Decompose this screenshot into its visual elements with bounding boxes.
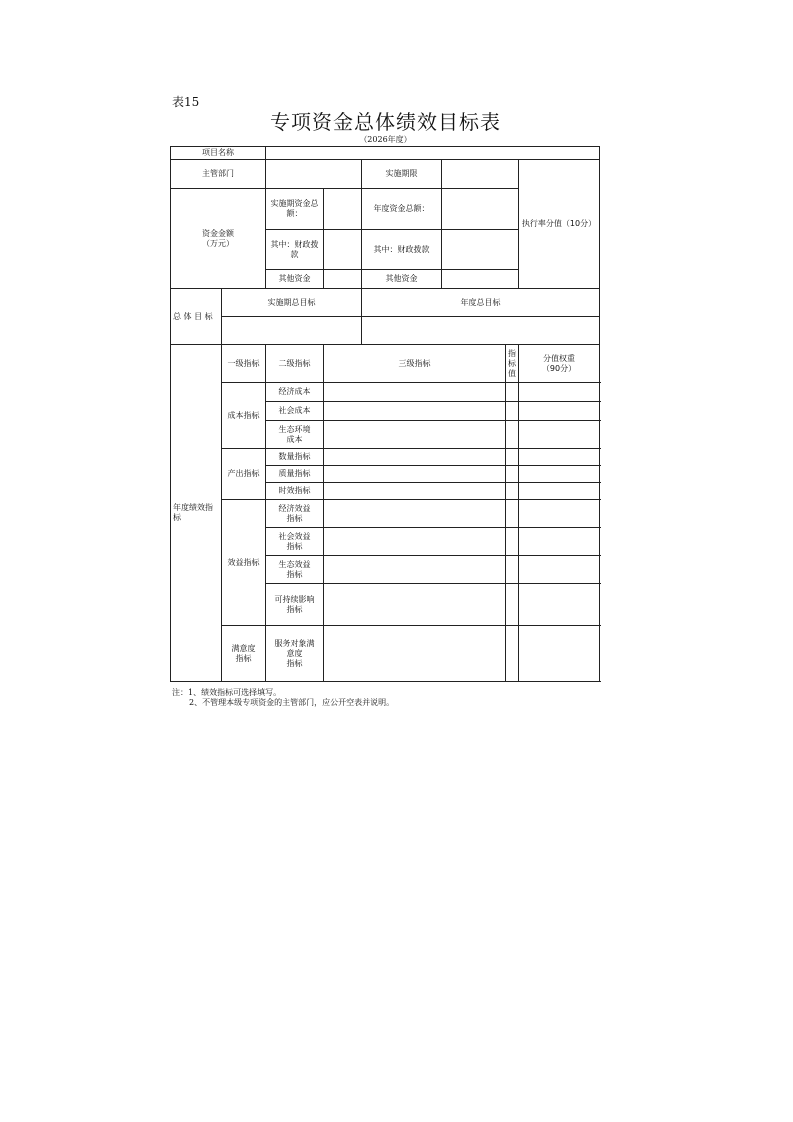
weight-cell[interactable] bbox=[519, 466, 600, 483]
indicator-value-cell[interactable] bbox=[506, 584, 519, 626]
page-title: 专项资金总体绩效目标表 bbox=[270, 110, 501, 134]
level3-cell[interactable] bbox=[324, 483, 506, 500]
weight-cell[interactable] bbox=[519, 626, 600, 682]
level3-cell[interactable] bbox=[324, 584, 506, 626]
group-label-cost: 成本指标 bbox=[222, 383, 266, 449]
period-total-cell[interactable] bbox=[324, 189, 362, 230]
indicator-value-cell[interactable] bbox=[506, 449, 519, 466]
weight-cell[interactable] bbox=[519, 556, 600, 584]
group-label-satisfaction: 满意度 指标 bbox=[222, 626, 266, 682]
weight-cell[interactable] bbox=[519, 483, 600, 500]
level3-cell[interactable] bbox=[324, 500, 506, 528]
indicator-value-cell[interactable] bbox=[506, 626, 519, 682]
period-cell[interactable] bbox=[442, 160, 519, 189]
group-label-benefit: 效益指标 bbox=[222, 500, 266, 626]
col-weight-header: 分值权重 （90分） bbox=[519, 345, 600, 383]
indicator-value-cell[interactable] bbox=[506, 556, 519, 584]
col-level1-header: 一级指标 bbox=[222, 345, 266, 383]
table-number: 表15 bbox=[172, 95, 200, 109]
weight-cell[interactable] bbox=[519, 584, 600, 626]
level2-item: 生态效益 指标 bbox=[266, 556, 324, 584]
weight-cell[interactable] bbox=[519, 449, 600, 466]
level3-cell[interactable] bbox=[324, 528, 506, 556]
department-label: 主管部门 bbox=[171, 160, 266, 189]
level3-cell[interactable] bbox=[324, 383, 506, 402]
performance-goal-table bbox=[170, 146, 600, 682]
level3-cell[interactable] bbox=[324, 402, 506, 421]
period-label: 实施期限 bbox=[362, 160, 442, 189]
level2-item: 生态环境 成本 bbox=[266, 421, 324, 449]
level3-cell[interactable] bbox=[324, 556, 506, 584]
fiscal-year: （2026年度） bbox=[359, 135, 412, 144]
weight-cell[interactable] bbox=[519, 421, 600, 449]
level2-item: 社会成本 bbox=[266, 402, 324, 421]
other-funds-cell-period[interactable] bbox=[324, 270, 362, 289]
indicator-value-cell[interactable] bbox=[506, 528, 519, 556]
group-label-output: 产出指标 bbox=[222, 449, 266, 500]
year-goal-label: 年度总目标 bbox=[362, 289, 600, 317]
level2-item: 数量指标 bbox=[266, 449, 324, 466]
exec-rate-label: 执行率分值（10分） bbox=[519, 160, 600, 289]
year-goal-cell[interactable] bbox=[362, 317, 600, 345]
fiscal-cell-year[interactable] bbox=[442, 230, 519, 270]
project-name-cell[interactable] bbox=[266, 147, 600, 160]
level2-item: 服务对象满 意度 指标 bbox=[266, 626, 324, 682]
indicator-value-cell[interactable] bbox=[506, 402, 519, 421]
weight-cell[interactable] bbox=[519, 500, 600, 528]
indicator-value-cell[interactable] bbox=[506, 483, 519, 500]
level2-item: 社会效益 指标 bbox=[266, 528, 324, 556]
weight-cell[interactable] bbox=[519, 402, 600, 421]
col-level3-header: 三级指标 bbox=[324, 345, 506, 383]
level2-item: 质量指标 bbox=[266, 466, 324, 483]
period-goal-cell[interactable] bbox=[222, 317, 362, 345]
col-value-header: 指标值 bbox=[506, 345, 519, 383]
fund-amount-label: 资金金额 （万元） bbox=[171, 189, 266, 289]
level2-item: 经济效益 指标 bbox=[266, 500, 324, 528]
level2-item: 经济成本 bbox=[266, 383, 324, 402]
annual-indicators-label: 年度绩效指标 bbox=[171, 345, 222, 682]
period-total-label: 实施期资金总额： bbox=[266, 189, 324, 230]
indicator-value-cell[interactable] bbox=[506, 466, 519, 483]
indicator-value-cell[interactable] bbox=[506, 383, 519, 402]
level3-cell[interactable] bbox=[324, 626, 506, 682]
notes bbox=[172, 688, 394, 708]
year-total-label: 年度资金总额： bbox=[362, 189, 442, 230]
department-cell[interactable] bbox=[266, 160, 362, 189]
project-name-label: 项目名称 bbox=[171, 147, 266, 160]
indicator-value-cell[interactable] bbox=[506, 500, 519, 528]
fiscal-label-period: 其中：财政拨款 bbox=[266, 230, 324, 270]
indicator-value-cell[interactable] bbox=[506, 421, 519, 449]
col-level2-header: 二级指标 bbox=[266, 345, 324, 383]
other-funds-label-period: 其他资金 bbox=[266, 270, 324, 289]
weight-cell[interactable] bbox=[519, 528, 600, 556]
note-1: 注：1、绩效指标可选择填写。 bbox=[172, 688, 282, 697]
level3-cell[interactable] bbox=[324, 466, 506, 483]
other-funds-label-year: 其他资金 bbox=[362, 270, 442, 289]
weight-cell[interactable] bbox=[519, 383, 600, 402]
level3-cell[interactable] bbox=[324, 449, 506, 466]
fiscal-label-year: 其中：财政拨款 bbox=[362, 230, 442, 270]
level3-cell[interactable] bbox=[324, 421, 506, 449]
fiscal-cell-period[interactable] bbox=[324, 230, 362, 270]
year-total-cell[interactable] bbox=[442, 189, 519, 230]
other-funds-cell-year[interactable] bbox=[442, 270, 519, 289]
note-2: 2、不管理本级专项资金的主管部门，应公开空表并说明。 bbox=[189, 698, 395, 707]
level2-item: 可持续影响 指标 bbox=[266, 584, 324, 626]
period-goal-label: 实施期总目标 bbox=[222, 289, 362, 317]
level2-item: 时效指标 bbox=[266, 483, 324, 500]
overall-goal-label: 总 体 目 标 bbox=[171, 289, 222, 345]
